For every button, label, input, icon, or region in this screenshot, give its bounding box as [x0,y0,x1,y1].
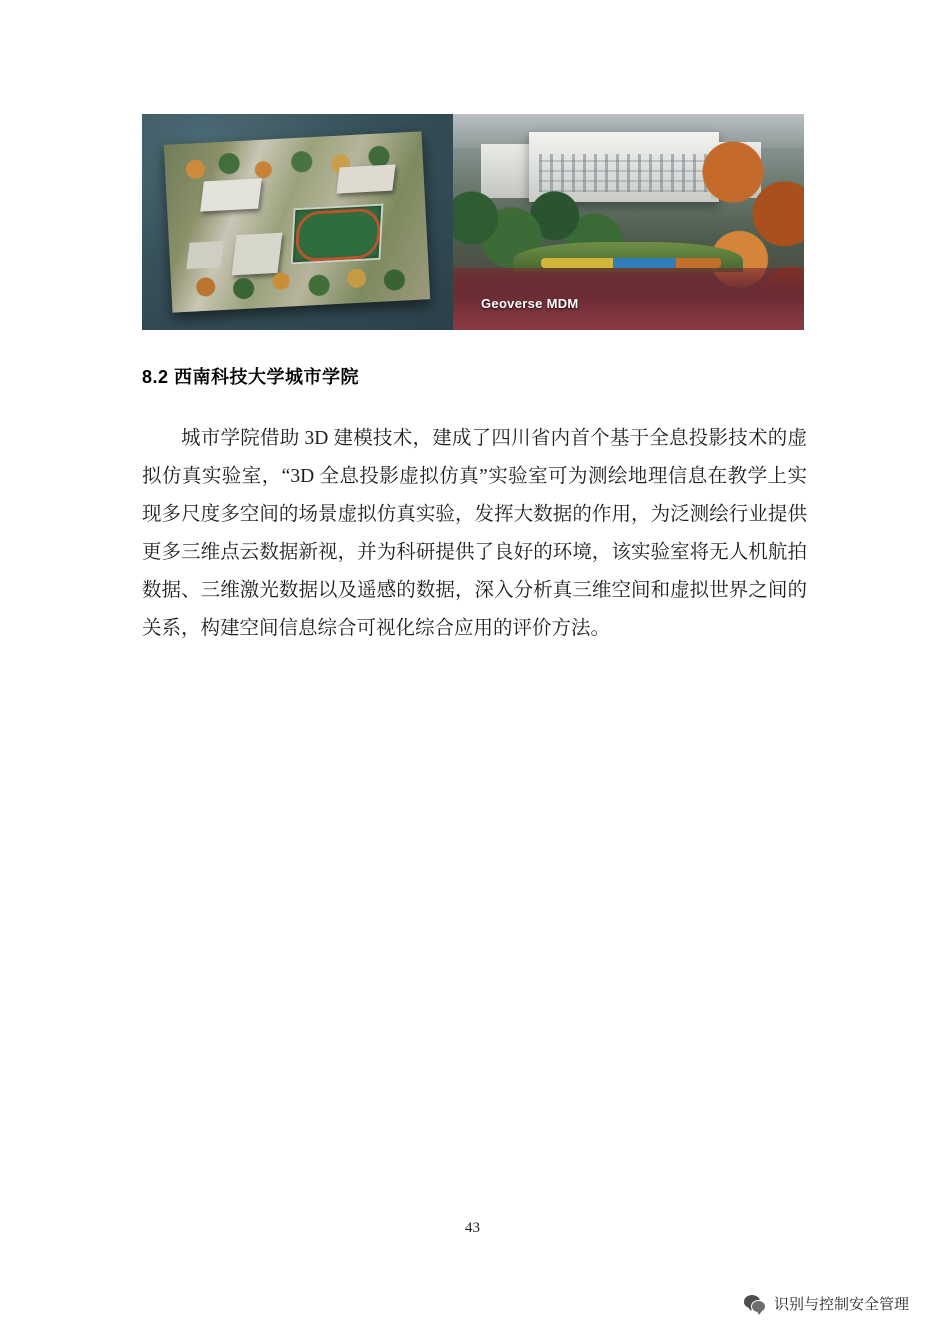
watermark-label: Geoverse MDM [481,296,579,311]
figure-left-aerial-model [142,114,453,330]
footer-account-label: 识别与控制安全管理 [773,1296,909,1313]
wechat-icon [744,1295,766,1313]
section-paragraph: 城市学院借助 3D 建模技术，建成了四川省内首个基于全息投影技术的虚拟仿真实验室，“3D 全息投影虚拟仿真”实验室可为测绘地理信息在教学上实现多尺度多空间的场景虚拟仿真实验，发挥大数据的作用，为泛测绘行业提供更多三维点云数据新视，并为科研提供了良好的环境，该实验室将无人机航拍数据、三维激光数据以及遥感的数据，深入分析真三维空间和虚拟世界之间的关系，构建空间信息综合可视化综合应用的评价方法。 [142,428,807,639]
building-north [336,164,395,193]
running-track [295,208,382,263]
footer-account-badge [744,1293,909,1314]
section-heading: 8.2 西南科技大学城市学院 [142,367,360,387]
color-stripe [541,258,721,268]
building-southwest [186,241,223,269]
figure-right-projection-view [453,114,804,330]
figure-image [142,114,804,330]
building-west [200,178,262,211]
page-number: 43 [465,1220,480,1236]
